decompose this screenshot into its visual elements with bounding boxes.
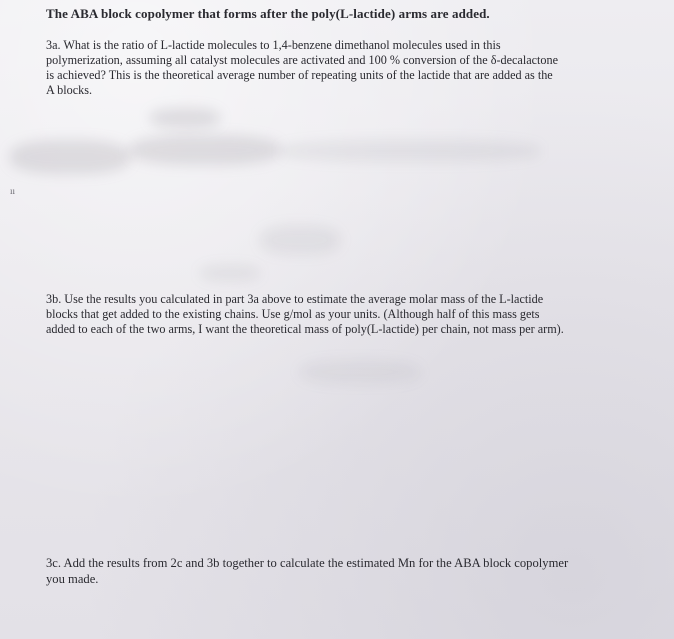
question-3c bbox=[46, 555, 654, 587]
question-3a-line: A blocks. bbox=[46, 83, 93, 97]
question-3a-line: is achieved? This is the theoretical average number of repeating units of the lactide that are added as the bbox=[46, 68, 553, 82]
bleed-through-mark bbox=[280, 140, 540, 162]
question-3b-line: 3b. Use the results you calculated in part 3a above to estimate the average molar mass of the L-lactide bbox=[46, 292, 544, 306]
bleed-through-mark bbox=[260, 225, 340, 255]
bleed-through-mark bbox=[150, 108, 220, 128]
section-heading: The ABA block copolymer that forms after the poly(L-lactide) arms are added. bbox=[46, 6, 490, 21]
question-3a-line: polymerization, assuming all catalyst molecules are activated and 100 % conversion of the δ-decalactone bbox=[46, 53, 559, 67]
margin-mark: ıı bbox=[10, 186, 16, 196]
bleed-through-mark bbox=[130, 135, 280, 165]
question-3b bbox=[46, 292, 654, 337]
question-3b-line: added to each of the two arms, I want the theoretical mass of poly(L-lactide) per chain, not mass per arm). bbox=[46, 322, 564, 336]
question-3a-line: 3a. What is the ratio of L-lactide molecules to 1,4-benzene dimethanol molecules used in this bbox=[46, 38, 501, 52]
bleed-through-mark bbox=[10, 140, 130, 174]
question-3a bbox=[46, 38, 646, 98]
question-3c-line: 3c. Add the results from 2c and 3b together to calculate the estimated Mn for the ABA block copolymer bbox=[46, 556, 569, 570]
bleed-through-mark bbox=[200, 265, 260, 281]
question-3b-line: blocks that get added to the existing chains. Use g/mol as your units. (Although half of this mass gets bbox=[46, 307, 540, 321]
bleed-through-mark bbox=[300, 360, 420, 384]
question-3c-line: you made. bbox=[46, 572, 99, 586]
